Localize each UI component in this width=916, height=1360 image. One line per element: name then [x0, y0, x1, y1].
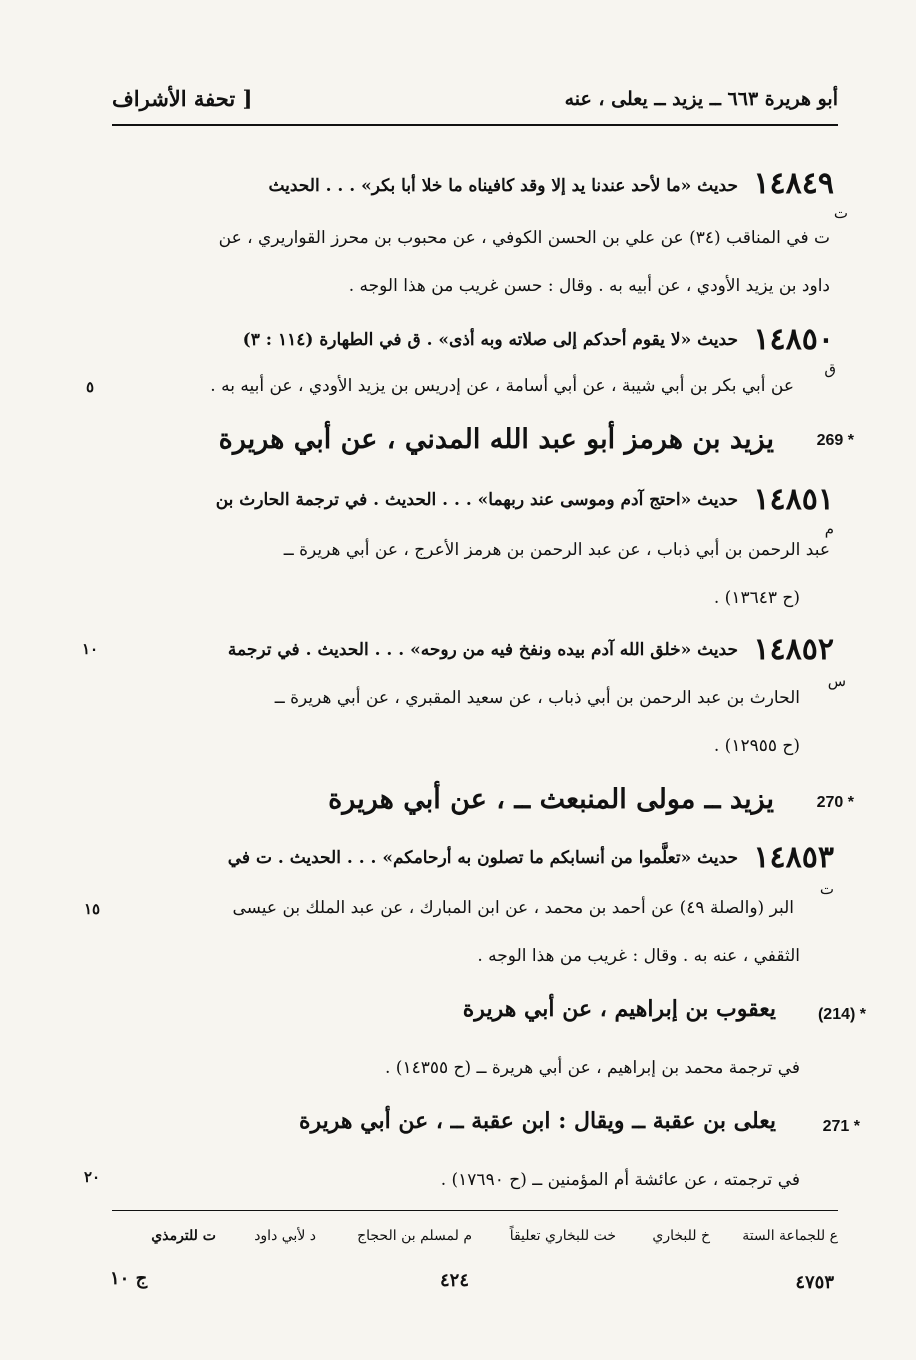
line-number-margin: ٢٠ — [84, 1168, 101, 1186]
hadith-entry — [753, 322, 834, 357]
source-symbol: س — [827, 672, 846, 690]
cross-reference: في ترجمته ، عن عائشة أم المؤمنين ــ (ح ١٧٦٩٠) . — [440, 1170, 800, 1190]
abbrev-item: د لأبي داود — [254, 1228, 316, 1244]
hadith-text: البر (والصلة ٤٩) عن أحمد بن محمد ، عن ابن المبارك ، عن عبد الملك بن عيسى — [232, 898, 794, 918]
hadith-ref: (ح ١٣٦٤٣) . — [713, 588, 800, 608]
header-rule — [112, 124, 838, 126]
section-heading: يزيد بن هرمز أبو عبد الله المدني ، عن أبي هريرة — [218, 424, 774, 455]
abbrev-item: م لمسلم بن الحجاج — [357, 1228, 472, 1244]
hadith-number: ١٤٨٥٠ — [753, 322, 834, 357]
cross-reference: في ترجمة محمد بن إبراهيم ، عن أبي هريرة ــ (ح ١٤٣٥٥) . — [384, 1058, 800, 1078]
line-number-margin: ١٠ — [82, 640, 99, 658]
section-number: 270 * — [816, 794, 854, 811]
hadith-text: حديث «لا يقوم أحدكم إلى صلاته وبه أذى» . ق في الطهارة (١١٤ : ٣) — [242, 330, 738, 350]
source-symbol: ق — [824, 360, 836, 378]
section-heading: يعلى بن عقبة ــ ويقال : ابن عقبة ــ ، عن أبي هريرة — [298, 1108, 776, 1134]
source-symbol: م — [824, 520, 834, 538]
hadith-number: ١٤٨٥٢ — [753, 632, 834, 667]
page-number-right: ٤٧٥٣ — [795, 1272, 834, 1293]
abbrev-item: ت للترمذي — [151, 1228, 216, 1244]
source-symbol: ت — [819, 880, 834, 898]
hadith-text: عن أبي بكر بن أبي شيبة ، عن أبي أسامة ، عن إدريس بن يزيد الأودي ، عن أبيه به . — [210, 376, 794, 396]
abbrev-item: ع للجماعة الستة — [742, 1228, 838, 1244]
hadith-entry — [753, 482, 834, 517]
running-header-left: [ تحفة الأشراف — [112, 86, 253, 111]
hadith-text: الحارث بن عبد الرحمن بن أبي ذباب ، عن سعيد المقبري ، عن أبي هريرة ــ — [274, 688, 800, 708]
section-number: (214) * — [817, 1006, 866, 1023]
hadith-text: ت في المناقب (٣٤) عن علي بن الحسن الكوفي ، عن محبوب بن محرز القواريري ، عن — [218, 228, 830, 248]
footer-rule — [112, 1210, 838, 1211]
hadith-ref: (ح ١٢٩٥٥) . — [713, 736, 800, 756]
running-header-right: أبو هريرة ٦٦٣ ــ يزيد ــ يعلى ، عنه — [564, 88, 838, 110]
hadith-text: الثقفي ، عنه به . وقال : غريب من هذا الوجه . — [477, 946, 800, 966]
hadith-text: حديث «تعلَّموا من أنسابكم ما تصلون به أرحامكم» . . . الحديث . ت في — [227, 848, 738, 868]
abbrev-item: خ للبخاري — [652, 1228, 710, 1244]
hadith-text: داود بن يزيد الأودي ، عن أبيه به . وقال : حسن غريب من هذا الوجه . — [348, 276, 830, 296]
hadith-number: ١٤٨٥١ — [753, 482, 834, 517]
line-number-margin: ٥ — [86, 378, 95, 396]
hadith-entry — [753, 632, 834, 667]
hadith-entry — [753, 166, 834, 201]
source-symbol: ت — [833, 204, 848, 222]
section-heading: يعقوب بن إبراهيم ، عن أبي هريرة — [462, 996, 776, 1022]
section-heading: يزيد ــ مولى المنبعث ــ ، عن أبي هريرة — [328, 784, 774, 815]
abbrev-item: خت للبخاري تعليقاً — [509, 1228, 616, 1244]
section-number: 271 * — [822, 1118, 860, 1135]
hadith-text: عبد الرحمن بن أبي ذباب ، عن عبد الرحمن بن هرمز الأعرج ، عن أبي هريرة ــ — [283, 540, 830, 560]
hadith-number: ١٤٨٤٩ — [753, 166, 834, 201]
hadith-text: حديث «ما لأحد عندنا يد إلا وقد كافيناه ما خلا أبا بكر» . . . الحديث — [268, 176, 738, 196]
page-number-center: ٤٢٤ — [440, 1270, 470, 1291]
line-number-margin: ١٥ — [84, 900, 101, 918]
hadith-text: حديث «احتج آدم وموسى عند ربهما» . . . الحديث . في ترجمة الحارث بن — [215, 490, 738, 510]
section-number: 269 * — [816, 432, 854, 449]
hadith-entry — [753, 840, 834, 875]
volume-number: ج ١٠ — [110, 1268, 148, 1289]
hadith-text: حديث «خلق الله آدم بيده ونفخ فيه من روحه» . . . الحديث . في ترجمة — [227, 640, 738, 660]
hadith-number: ١٤٨٥٣ — [753, 840, 834, 875]
